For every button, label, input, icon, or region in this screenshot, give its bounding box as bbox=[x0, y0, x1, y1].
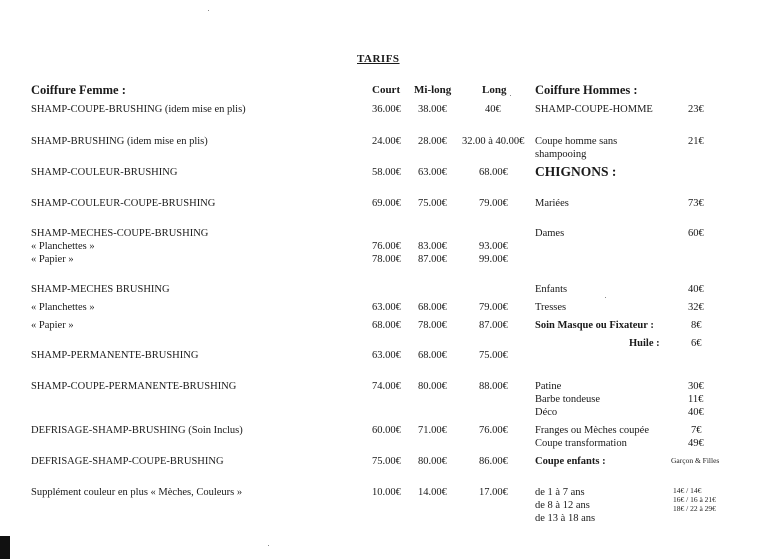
huile-label: Huile : bbox=[629, 338, 660, 349]
column-court: Court bbox=[372, 84, 401, 96]
femme-row-label: SHAMP-COULEUR-BRUSHING bbox=[31, 167, 178, 178]
price-court: 58.00€ bbox=[372, 167, 401, 178]
soin-label: Soin Masque ou Fixateur : bbox=[535, 320, 654, 331]
price-court: 75.00€ bbox=[372, 456, 401, 467]
price-mi-long: 87.00€ bbox=[418, 254, 447, 265]
price-mi-long: 80.00€ bbox=[418, 456, 447, 467]
extra-item-label: Coupe transformation bbox=[535, 438, 627, 449]
femme-row-label: SHAMP-PERMANENTE-BRUSHING bbox=[31, 350, 199, 361]
price-court: 76.00€ bbox=[372, 241, 401, 252]
enfant-age-label: de 8 à 12 ans bbox=[535, 500, 590, 511]
price-mi-long: 83.00€ bbox=[418, 241, 447, 252]
chignon-item-price: 32€ bbox=[688, 302, 704, 313]
extra-item-price: 49€ bbox=[688, 438, 704, 449]
femme-row-label: SHAMP-COULEUR-COUPE-BRUSHING bbox=[31, 198, 216, 209]
price-long: 40€ bbox=[485, 104, 501, 115]
femme-row-label: SHAMP-COUPE-BRUSHING (idem mise en plis) bbox=[31, 104, 246, 115]
chignon-item-label: Mariées bbox=[535, 198, 569, 209]
price-long: 75.00€ bbox=[479, 350, 508, 361]
page-title: TARIFS bbox=[357, 53, 400, 65]
extra-item-label: Patine bbox=[535, 381, 562, 392]
price-court: 78.00€ bbox=[372, 254, 401, 265]
chignon-item-price: 40€ bbox=[688, 284, 704, 295]
price-mi-long: 80.00€ bbox=[418, 381, 447, 392]
chignon-item-label: Tresses bbox=[535, 302, 567, 313]
enfant-price: 16€ / 16 à 21€ bbox=[673, 495, 716, 504]
price-long: 93.00€ bbox=[479, 241, 508, 252]
homme-item-price: 21€ bbox=[688, 136, 704, 147]
price-court: 63.00€ bbox=[372, 302, 401, 313]
price-long: 32.00 à 40.00€ bbox=[462, 136, 525, 147]
femme-row-label: « Planchettes » bbox=[31, 241, 95, 252]
homme-item-price: 23€ bbox=[688, 104, 704, 115]
price-long: 68.00€ bbox=[479, 167, 508, 178]
femme-group-label: SHAMP-MECHES BRUSHING bbox=[31, 284, 170, 295]
price-long: 76.00€ bbox=[479, 425, 508, 436]
price-mi-long: 38.00€ bbox=[418, 104, 447, 115]
extra-item-label: Barbe tondeuse bbox=[535, 394, 601, 405]
price-long: 87.00€ bbox=[479, 320, 508, 331]
chignon-item-price: 73€ bbox=[688, 198, 704, 209]
enfant-price: 18€ / 22 à 29€ bbox=[673, 504, 716, 513]
soin-price: 8€ bbox=[691, 320, 702, 331]
homme-item-label-cont: shampooing bbox=[535, 149, 587, 160]
femme-row-label: DEFRISAGE-SHAMP-BRUSHING (Soin Inclus) bbox=[31, 425, 243, 436]
enfants-heading: Coupe enfants : bbox=[535, 456, 606, 467]
hommes-heading: Coiffure Hommes : bbox=[535, 83, 638, 97]
extra-item-label: Déco bbox=[535, 407, 558, 418]
extra-item-price: 7€ bbox=[691, 425, 702, 436]
scan-speck bbox=[268, 545, 269, 546]
price-court: 24.00€ bbox=[372, 136, 401, 147]
femme-group-label: SHAMP-MECHES-COUPE-BRUSHING bbox=[31, 228, 209, 239]
extra-item-price: 11€ bbox=[688, 394, 704, 405]
huile-price: 6€ bbox=[691, 338, 702, 349]
chignon-item-label: Dames bbox=[535, 228, 565, 239]
price-long: 86.00€ bbox=[479, 456, 508, 467]
femme-heading: Coiffure Femme : bbox=[31, 83, 126, 97]
price-mi-long: 14.00€ bbox=[418, 487, 447, 498]
price-court: 69.00€ bbox=[372, 198, 401, 209]
price-mi-long: 78.00€ bbox=[418, 320, 447, 331]
price-long: 88.00€ bbox=[479, 381, 508, 392]
scan-edge-mark bbox=[0, 536, 10, 559]
femme-row-label: « Papier » bbox=[31, 254, 74, 265]
scan-speck bbox=[510, 95, 511, 96]
chignon-item-label: Enfants bbox=[535, 284, 568, 295]
price-long: 17.00€ bbox=[479, 487, 508, 498]
homme-item-label: Coupe homme sans bbox=[535, 136, 618, 147]
price-mi-long: 71.00€ bbox=[418, 425, 447, 436]
price-court: 60.00€ bbox=[372, 425, 401, 436]
enfant-age-label: de 13 à 18 ans bbox=[535, 513, 596, 524]
price-mi-long: 75.00€ bbox=[418, 198, 447, 209]
price-long: 99.00€ bbox=[479, 254, 508, 265]
price-mi-long: 63.00€ bbox=[418, 167, 447, 178]
column-mi-long: Mi-long bbox=[414, 84, 452, 96]
scan-speck bbox=[208, 10, 209, 11]
enfant-price: 14€ / 14€ bbox=[673, 486, 702, 495]
price-mi-long: 28.00€ bbox=[418, 136, 447, 147]
extra-item-label: Franges ou Mèches coupée bbox=[535, 425, 650, 436]
price-mi-long: 68.00€ bbox=[418, 350, 447, 361]
price-long: 79.00€ bbox=[479, 198, 508, 209]
femme-row-label: DEFRISAGE-SHAMP-COUPE-BRUSHING bbox=[31, 456, 224, 467]
homme-item-label: SHAMP-COUPE-HOMME bbox=[535, 104, 653, 115]
enfant-age-label: de 1 à 7 ans bbox=[535, 487, 585, 498]
extra-item-price: 40€ bbox=[688, 407, 704, 418]
price-court: 10.00€ bbox=[372, 487, 401, 498]
femme-row-label: Supplément couleur en plus « Mèches, Couleurs » bbox=[31, 487, 243, 498]
femme-row-label: « Papier » bbox=[31, 320, 74, 331]
femme-row-label: SHAMP-BRUSHING (idem mise en plis) bbox=[31, 136, 208, 147]
scan-speck bbox=[605, 297, 606, 298]
femme-row-label: SHAMP-COUPE-PERMANENTE-BRUSHING bbox=[31, 381, 237, 392]
chignons-heading: CHIGNONS : bbox=[535, 164, 617, 179]
chignon-item-price: 60€ bbox=[688, 228, 704, 239]
enfants-legend: Garçon & Filles bbox=[671, 456, 720, 465]
price-mi-long: 68.00€ bbox=[418, 302, 447, 313]
femme-row-label: « Planchettes » bbox=[31, 302, 95, 313]
price-long: 79.00€ bbox=[479, 302, 508, 313]
column-long: Long bbox=[482, 84, 507, 96]
price-court: 36.00€ bbox=[372, 104, 401, 115]
price-court: 68.00€ bbox=[372, 320, 401, 331]
extra-item-price: 30€ bbox=[688, 381, 704, 392]
price-court: 74.00€ bbox=[372, 381, 401, 392]
price-court: 63.00€ bbox=[372, 350, 401, 361]
